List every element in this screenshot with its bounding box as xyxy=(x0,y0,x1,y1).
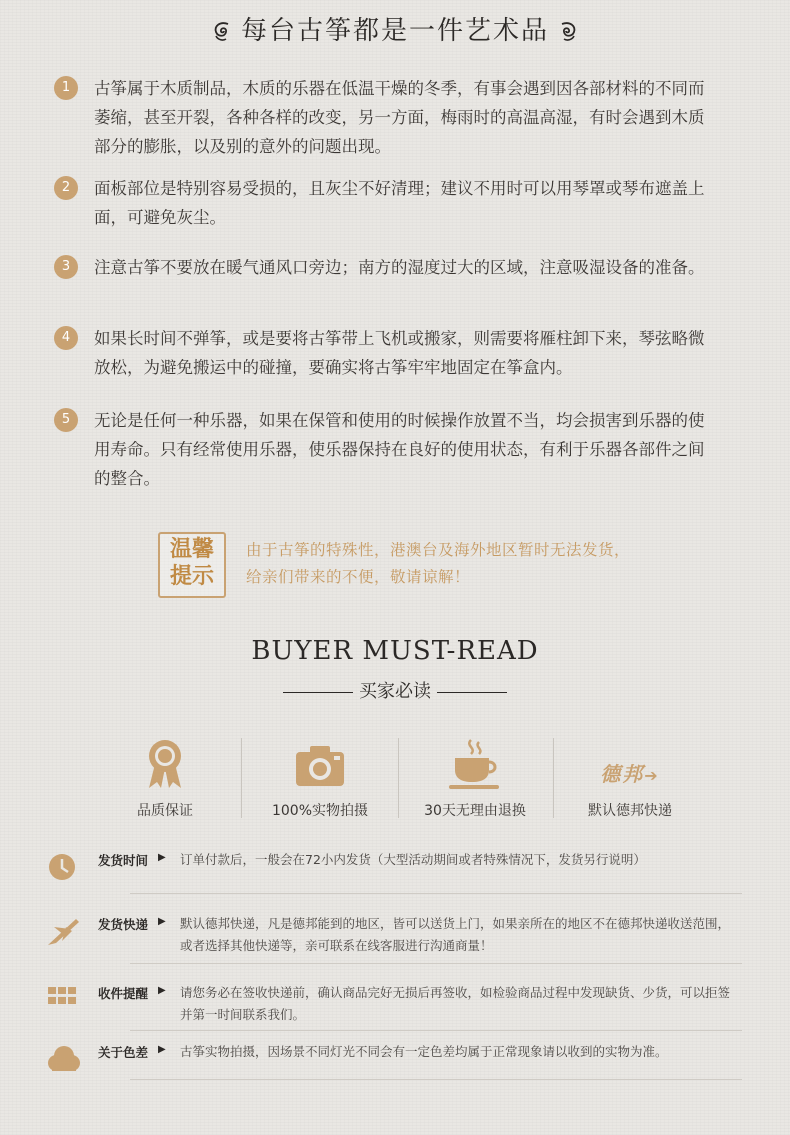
item-text: 古筝属于木质制品，木质的乐器在低温干燥的冬季，有事会遇到因各部材料的不同而萎缩，甚至开裂，各种各样的改变，另一方面，梅雨时的高温高湿，有时会遇到木质部分的膨胀，以及别的意外的问题出现。 xyxy=(94,79,705,156)
grid-icon xyxy=(46,984,82,1016)
item-text: 面板部位是特别容易受损的，且灰尘不好清理；建议不用时可以用琴罩或琴布遮盖上面，可避免灰尘。 xyxy=(94,179,705,227)
divider xyxy=(398,738,399,818)
divider xyxy=(437,692,507,693)
warm-tip-label-line1: 温馨 xyxy=(169,537,214,562)
info-label: 发货快递 xyxy=(98,917,149,932)
divider xyxy=(553,738,554,818)
warm-tip-badge xyxy=(158,532,226,598)
info-text: 请您务必在签收快递前，确认商品完好无损后再签收，如检验商品过程中发现缺货、少货，可以拒签并第一时间联系我们。 xyxy=(180,985,731,1022)
scroll-ornament-right-icon xyxy=(557,20,579,42)
divider xyxy=(283,692,353,693)
item-text: 如果长时间不弹筝，或是要将古筝带上飞机或搬家，则需要将雁柱卸下来，琴弦略微放松，为避免搬运中的碰撞，要确实将古筝牢牢地固定在筝盒内。 xyxy=(94,329,705,377)
arrow-right-icon: ▶ xyxy=(158,916,166,927)
item-text: 注意古筝不要放在暖气通风口旁边；南方的湿度过大的区域，注意吸湿设备的准备。 xyxy=(94,258,705,277)
divider xyxy=(130,1079,742,1080)
warm-tip-label-line2: 提示 xyxy=(169,564,214,589)
scroll-ornament-left-icon xyxy=(211,20,233,42)
divider xyxy=(130,963,742,964)
clock-icon xyxy=(46,851,82,883)
info-label: 关于色差 xyxy=(98,1045,149,1060)
cloud-icon xyxy=(46,1043,82,1075)
item-text: 无论是任何一种乐器，如果在保管和使用的时候操作放置不当，均会损害到乐器的使用寿命。只有经常使用乐器，使乐器保持在良好的使用状态，有利于乐器各部件之间的整合。 xyxy=(94,411,705,488)
item-number-badge: 1 xyxy=(54,76,78,100)
buyer-must-read-title: BUYER MUST-READ xyxy=(251,636,539,666)
info-label: 发货时间 xyxy=(98,853,149,868)
info-text: 默认德邦快递，凡是德邦能到的地区，皆可以送货上门，如果亲所在的地区不在德邦快递收送范围，或者选择其他快递等，亲可联系在线客服进行沟通商量！ xyxy=(180,916,731,953)
airplane-icon xyxy=(46,915,82,947)
feature-express xyxy=(555,738,705,820)
page-title-text: 每台古筝都是一件艺术品 xyxy=(240,16,549,46)
feature-label: 品质保证 xyxy=(137,803,193,819)
feature-quality xyxy=(90,738,240,820)
divider xyxy=(130,893,742,894)
info-text: 订单付款后，一般会在72小内发货（大型活动期间或者特殊情况下，发货另行说明） xyxy=(180,852,646,867)
arrow-right-icon: ▶ xyxy=(158,1044,166,1055)
feature-label: 30天无理由退换 xyxy=(424,803,526,819)
page-title xyxy=(0,10,790,47)
deppon-logo-icon: 德邦➔ xyxy=(600,762,660,786)
deppon-logo-text: 德邦 xyxy=(600,762,645,786)
item-number-badge: 4 xyxy=(54,326,78,350)
feature-photo xyxy=(245,738,395,820)
feature-label: 默认德邦快递 xyxy=(588,803,672,819)
divider xyxy=(130,1030,742,1031)
arrow-right-icon: ▶ xyxy=(158,985,166,996)
award-ribbon-icon xyxy=(143,738,187,790)
arrow-right-icon: ▶ xyxy=(158,852,166,863)
buyer-subtitle-text: 买家必读 xyxy=(359,681,431,702)
item-number-badge: 2 xyxy=(54,176,78,200)
item-number-badge: 5 xyxy=(54,408,78,432)
coffee-cup-icon xyxy=(447,738,503,790)
warm-tip-line2: 给亲们带来的不便，敬请谅解！ xyxy=(246,568,471,586)
warm-tip-line1: 由于古筝的特殊性，港澳台及海外地区暂时无法发货， xyxy=(246,541,631,559)
feature-return xyxy=(400,738,550,820)
info-label: 收件提醒 xyxy=(98,986,149,1001)
feature-label: 100%实物拍摄 xyxy=(271,803,369,819)
item-number-badge: 3 xyxy=(54,255,78,279)
divider xyxy=(241,738,242,818)
buyer-must-read-subtitle xyxy=(0,677,790,703)
info-text: 古筝实物拍摄，因场景不同灯光不同会有一定色差均属于正常现象请以收到的实物为准。 xyxy=(180,1044,668,1059)
camera-icon xyxy=(294,742,346,788)
